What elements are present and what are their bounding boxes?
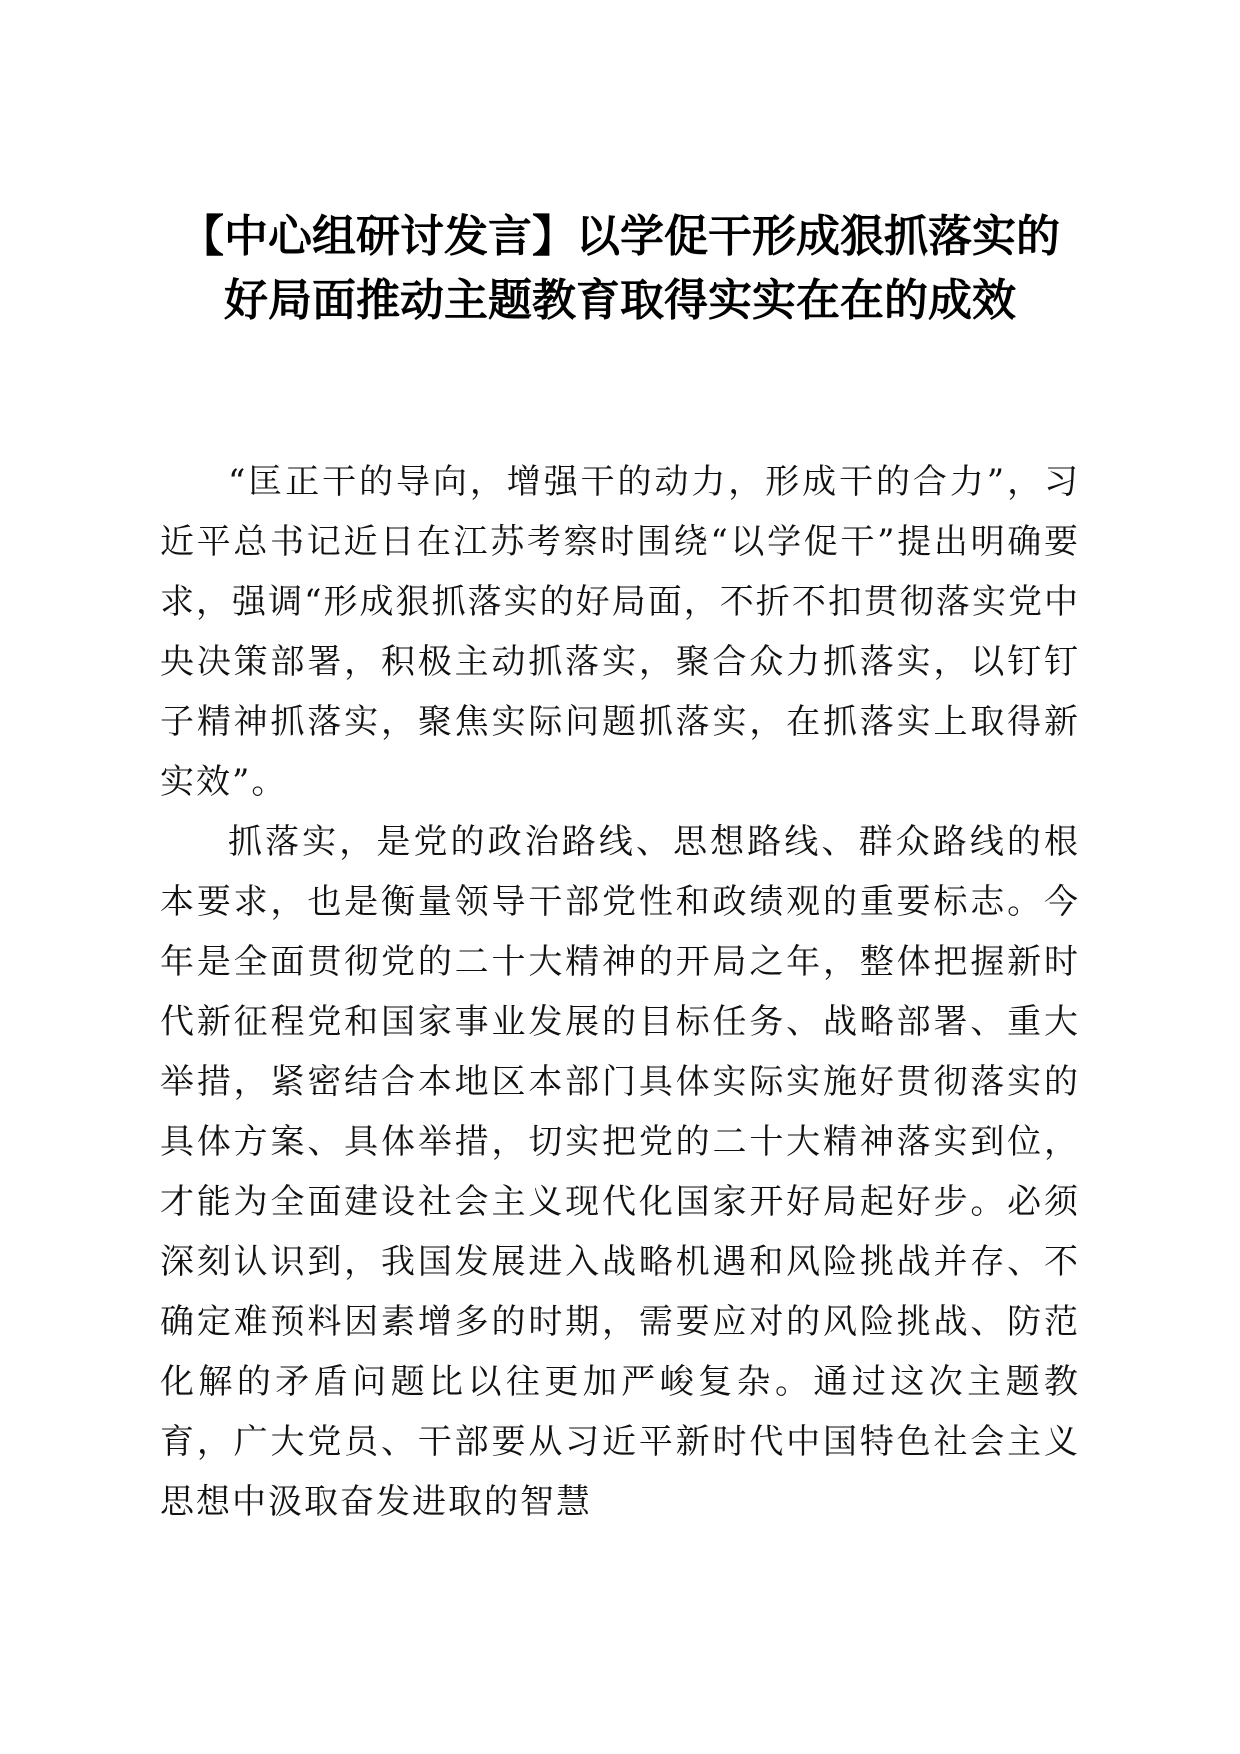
paragraph-2: 抓落实，是党的政治路线、思想路线、群众路线的根本要求，也是衡量领导干部党性和政绩观的重要标志。今年是全面贯彻党的二十大精神的开局之年，整体把握新时代新征程党和国家事业发展的目标任务、战略部署、重大举措，紧密结合本地区本部门具体实际实施好贯彻落实的具体方案、具体举措，切实把党的二十大精神落实到位，才能为全面建设社会主义现代化国家开好局起好步。必须深刻认识到，我国发展进入战略机遇和风险挑战并存、不确定难预料因素增多的时期，需要应对的风险挑战、防范化解的矛盾问题比以往更加严峻复杂。通过这次主题教育，广大党员、干部要从习近平新时代中国特色社会主义思想中汲取奋发进取的智慧 xyxy=(160,822,1080,1522)
document-body xyxy=(160,452,1080,1532)
title-line-1: 【中心组研讨发言】以学促干形成狠抓落实的 xyxy=(180,211,1060,262)
document-title xyxy=(140,205,1100,333)
title-line-2: 好局面推动主题教育取得实实在在的成效 xyxy=(224,275,1016,326)
paragraph-1: “匡正干的导向，增强干的动力，形成干的合力”，习近平总书记近日在江苏考察时围绕“以学促干”提出明确要求，强调“形成狠抓落实的好局面，不折不扣贯彻落实党中央决策部署，积极主动抓落实，聚合众力抓落实，以钉钉子精神抓落实，聚焦实际问题抓落实，在抓落实上取得新实效”。 xyxy=(160,462,1080,802)
